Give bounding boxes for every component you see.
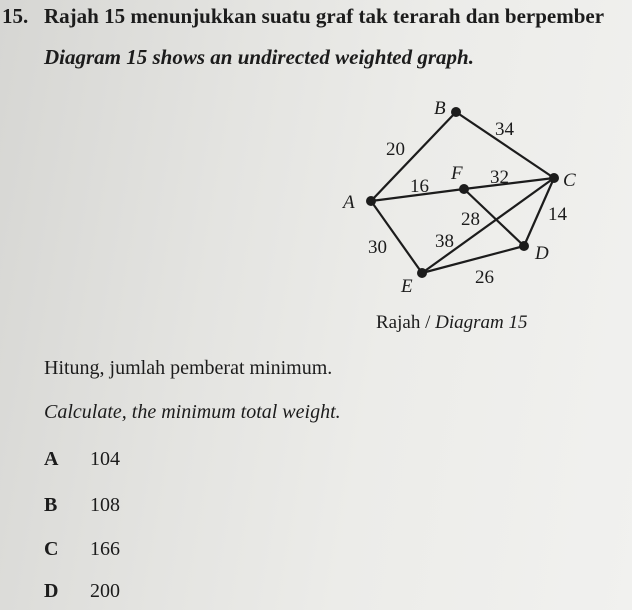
diagram-caption <box>376 312 527 334</box>
vertex-a <box>366 196 376 206</box>
option-value: 108 <box>90 494 120 516</box>
option-value: 200 <box>90 580 120 602</box>
vertex-label-a: A <box>343 192 355 213</box>
option-d[interactable] <box>44 580 120 603</box>
instruction-malay: Hitung, jumlah pemberat minimum. <box>44 357 333 379</box>
option-letter: A <box>44 448 59 470</box>
edge-weight-a-b: 20 <box>386 139 405 160</box>
edge-weight-e-c: 38 <box>435 231 454 252</box>
question-text-malay: Rajah 15 menunjukkan suatu graf tak terarah dan berpember <box>44 4 605 28</box>
question-text-english: Diagram 15 shows an undirected weighted graph. <box>44 45 474 69</box>
vertex-e <box>417 268 427 278</box>
caption-malay: Rajah / <box>376 312 436 333</box>
option-a[interactable] <box>44 448 120 471</box>
vertex-f <box>459 184 469 194</box>
option-b[interactable] <box>44 494 120 517</box>
vertex-c <box>549 173 559 183</box>
option-value: 104 <box>90 448 120 470</box>
option-c[interactable] <box>44 538 120 561</box>
vertex-label-c: C <box>563 170 576 191</box>
option-letter: C <box>44 538 59 560</box>
caption-english: Diagram 15 <box>435 312 528 333</box>
question-number: 15. <box>2 4 29 28</box>
edge-weight-b-c: 34 <box>495 119 514 140</box>
option-value: 166 <box>90 538 120 560</box>
edge-weight-e-d: 26 <box>475 267 494 288</box>
weighted-graph-diagram <box>330 100 600 300</box>
vertex-label-e: E <box>401 276 413 297</box>
vertex-label-d: D <box>535 243 549 264</box>
vertex-d <box>519 241 529 251</box>
edge-weight-c-d: 14 <box>548 204 567 225</box>
option-letter: B <box>44 494 58 516</box>
edge-weight-a-e: 30 <box>368 237 387 258</box>
vertex-label-b: B <box>434 98 446 119</box>
edge-weight-f-d: 28 <box>461 209 480 230</box>
vertex-label-f: F <box>451 163 463 184</box>
vertex-b <box>451 107 461 117</box>
instruction-english: Calculate, the minimum total weight. <box>44 401 341 423</box>
edge-weight-f-c: 32 <box>490 167 509 188</box>
option-letter: D <box>44 580 59 602</box>
edge-weight-a-f: 16 <box>410 176 429 197</box>
